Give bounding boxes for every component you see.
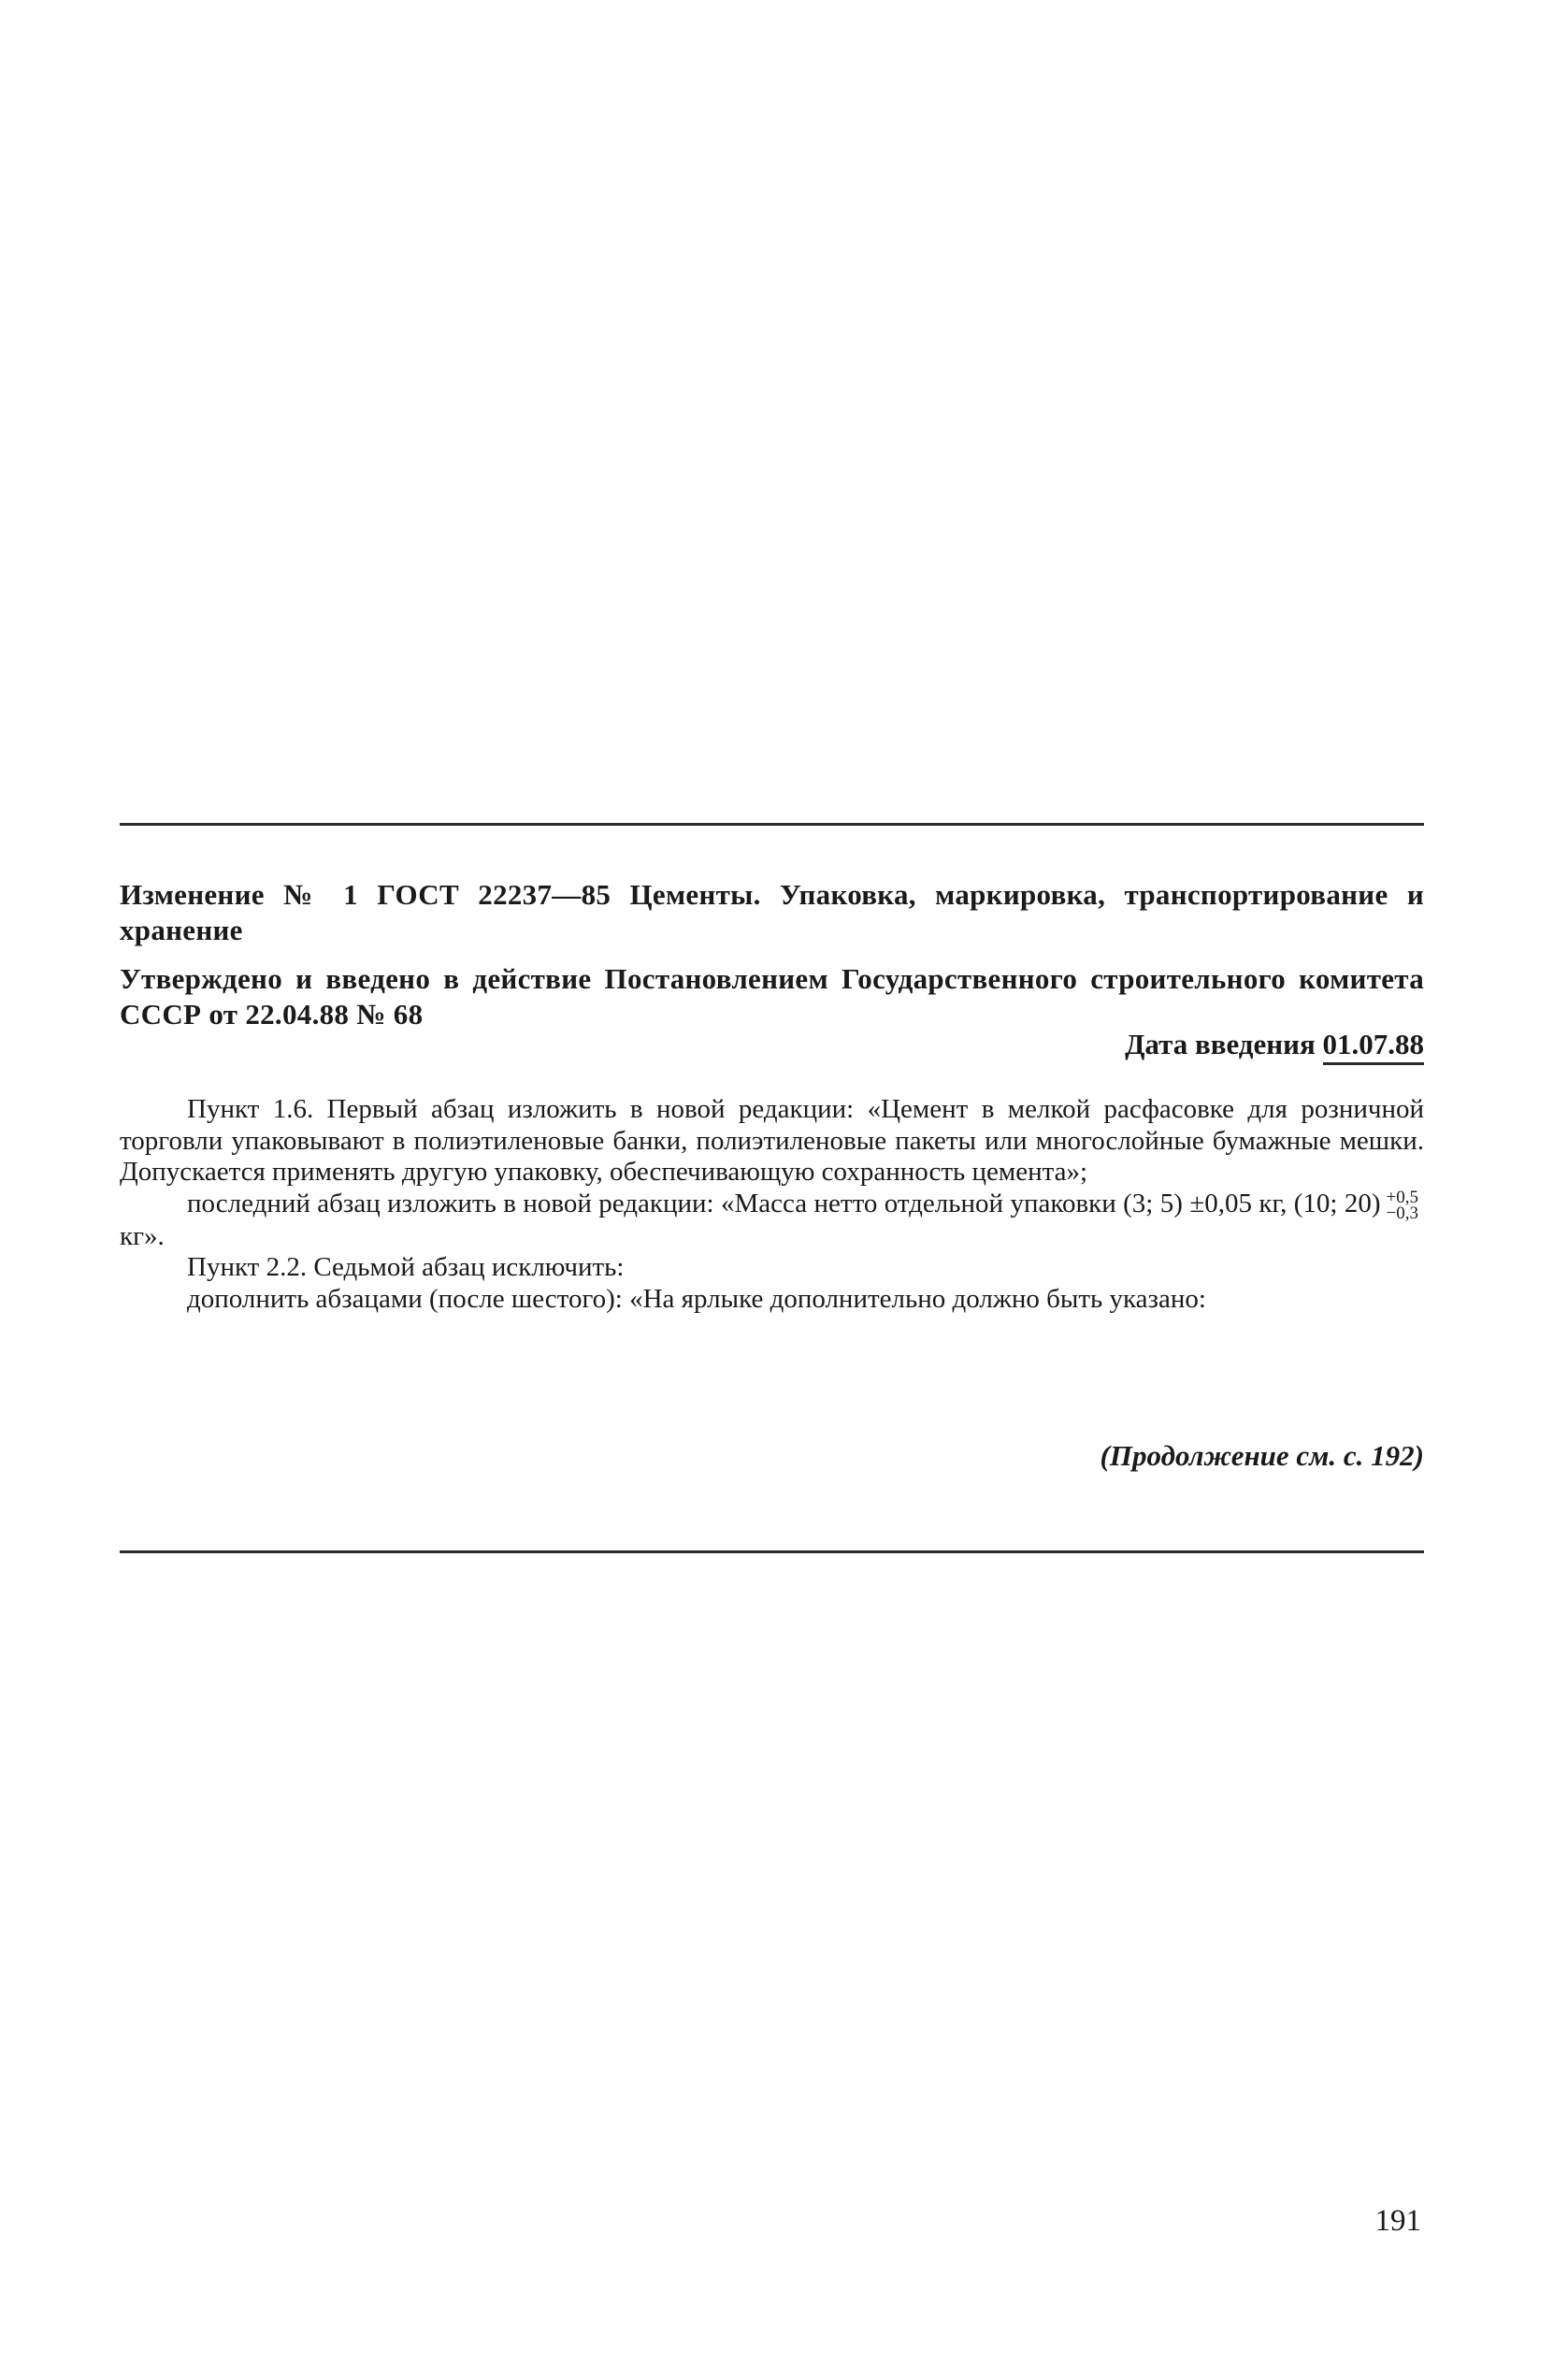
paragraph-addition: дополнить абзацами (после шестого): «На ярлыке дополнительно должно быть указано: bbox=[187, 1283, 1206, 1314]
tolerance-fraction bbox=[1387, 1189, 1418, 1221]
date-value: 01.07.88 bbox=[1323, 1028, 1425, 1065]
approval-statement: Утверждено и введено в действие Постановлением Государственного строительного комитета СССР от 22.04.88 № 68 bbox=[120, 962, 1424, 1031]
paragraph-item-2-2: Пункт 2.2. Седьмой абзац исключить: bbox=[187, 1252, 625, 1283]
page-number: 191 bbox=[1374, 2204, 1421, 2238]
bottom-divider bbox=[120, 1550, 1424, 1553]
introduction-date bbox=[120, 1027, 1424, 1062]
top-divider bbox=[120, 823, 1424, 826]
paragraph-mass-net bbox=[120, 1189, 1424, 1253]
tolerance-lower: −0,3 bbox=[1386, 1203, 1418, 1223]
paragraph-item-1-6: Пункт 1.6. Первый абзац изложить в новой редакции: «Цемент в мелкой расфасовке для розничной торговли упаковывают в полиэтиленовые банки, полиэтиленовые пакеты или многослойные бумажные мешки. Допускается применять другую упаковку, обеспечивающую сохранность цемента»; bbox=[120, 1094, 1424, 1187]
mass-text-start: последний абзац изложить в новой редакции: «Масса нетто отдельной упаковки (3; 5) ±0,05 кг, (10; 20) bbox=[187, 1188, 1381, 1218]
tolerance-upper: +0,5 bbox=[1386, 1187, 1418, 1207]
mass-text-end: кг». bbox=[120, 1220, 165, 1251]
date-label: Дата введения bbox=[1125, 1028, 1316, 1060]
amendment-title: Изменение № 1 ГОСТ 22237—85 Цементы. Упаковка, маркировка, транспортирование и хранение bbox=[120, 878, 1424, 946]
amendment-body bbox=[120, 1094, 1424, 1315]
continuation-note: (Продолжение см. с. 192) bbox=[1100, 1439, 1424, 1472]
